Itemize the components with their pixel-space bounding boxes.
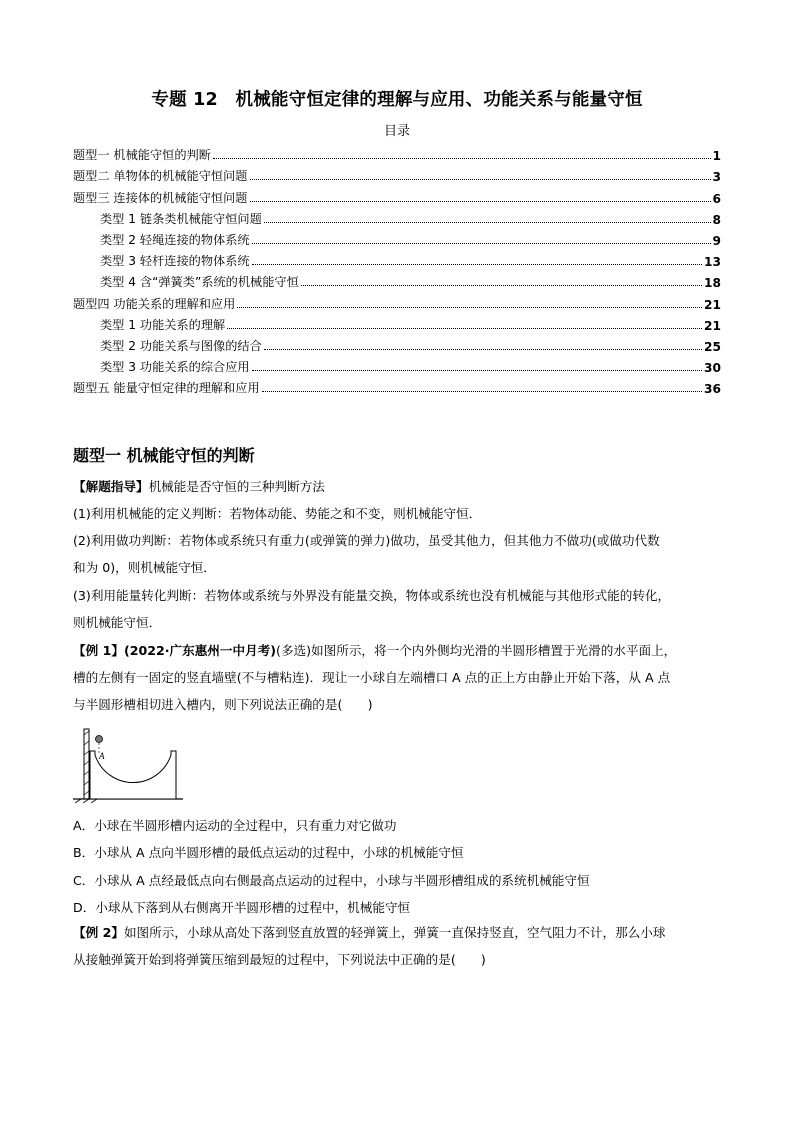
- toc-dot-leader: [252, 370, 702, 371]
- method-3: (3)利用能量转化判断：若物体或系统与外界没有能量交换，物体或系统也没有机械能与其他形式能的转化，: [73, 588, 671, 603]
- example-2-line2: 从接触弹簧开始到将弹簧压缩到最短的过程中，下列说法中正确的是( ): [73, 952, 486, 967]
- wall: [84, 729, 89, 799]
- toc-dot-leader: [262, 391, 702, 392]
- semicircular-trough-figure: [73, 727, 185, 803]
- toc-entry-page: 21: [704, 318, 721, 333]
- method-2-cont: 和为 0)，则机械能守恒．: [73, 560, 216, 575]
- example-1-source: (2022·广东惠州一中月考): [123, 643, 277, 658]
- toc-dot-leader: [250, 201, 711, 202]
- option-d: D．小球从下落到从右侧离开半圆形槽的过程中，机械能守恒: [73, 900, 411, 915]
- toc-entry-label: 题型五 能量守恒定律的理解和应用: [73, 381, 260, 396]
- example-2-text: 如图所示，小球从高处下落到竖直放置的轻弹簧上，弹簧一直保持竖直，空气阻力不计，那么小球: [123, 925, 666, 940]
- toc-entry-page: 36: [704, 382, 721, 397]
- toc-entry[interactable]: [73, 333, 721, 354]
- toc-entry[interactable]: [73, 290, 721, 311]
- toc-entry[interactable]: [73, 375, 721, 396]
- toc-dot-leader: [237, 307, 702, 308]
- toc-entry-label: 类型 1 链条类机械能守恒问题: [100, 211, 262, 226]
- document-title: 专题 12 机械能守恒定律的理解与应用、功能关系与能量守恒: [151, 90, 643, 110]
- example-1-line2: 槽的左侧有一固定的竖直墙壁(不与槽粘连)．现让一小球自左端槽口 A 点的正上方由静止开始下落，从 A 点: [73, 670, 671, 685]
- toc-entry-page: 30: [704, 361, 721, 376]
- toc-dot-leader: [264, 222, 711, 223]
- toc-entry[interactable]: [73, 312, 721, 333]
- toc-dot-leader: [301, 285, 702, 286]
- point-a-label: A: [99, 751, 105, 761]
- toc-entry-page: 8: [712, 212, 721, 227]
- toc-entry-label: 类型 3 功能关系的综合应用: [100, 360, 250, 375]
- example-2-line1: [73, 922, 725, 945]
- toc-dot-leader: [252, 243, 711, 244]
- guide-label: 【解题指导】: [73, 479, 149, 494]
- guide-text: 机械能是否守恒的三种判断方法: [148, 479, 325, 494]
- toc-entry[interactable]: [73, 163, 721, 184]
- solution-guide: [73, 476, 725, 499]
- toc-entry-label: 类型 1 功能关系的理解: [100, 317, 226, 332]
- toc-dot-leader: [213, 158, 711, 159]
- toc-entry[interactable]: [73, 354, 721, 375]
- option-b: B．小球从 A 点向半圆形槽的最低点运动的过程中，小球的机械能守恒: [73, 845, 464, 860]
- toc-entry-page: 6: [712, 191, 721, 206]
- toc-entry-page: 13: [704, 255, 721, 270]
- toc-dot-leader: [264, 349, 702, 350]
- wall-hatching: [84, 731, 89, 795]
- toc-entry[interactable]: [73, 142, 721, 163]
- toc-entry-page: 21: [704, 297, 721, 312]
- table-of-contents: [73, 142, 721, 396]
- toc-dot-leader: [227, 328, 702, 329]
- method-3-cont: 则机械能守恒．: [73, 615, 162, 630]
- toc-dot-leader: [252, 264, 702, 265]
- method-1: (1)利用机械能的定义判断：若物体动能、势能之和不变，则机械能守恒．: [73, 506, 482, 521]
- toc-entry[interactable]: [73, 184, 721, 205]
- ball: [96, 736, 103, 743]
- toc-entry-label: 题型四 功能关系的理解和应用: [73, 296, 236, 311]
- toc-entry-label: 题型一 机械能守恒的判断: [73, 148, 211, 163]
- toc-entry-label: 题型三 连接体的机械能守恒问题: [73, 190, 248, 205]
- example-1-label: 【例 1】: [73, 643, 124, 658]
- method-2: (2)利用做功判断：若物体或系统只有重力(或弹簧的弹力)做功，虽受其他力，但其他力不做功(或做功代数: [73, 533, 660, 548]
- option-c: C．小球从 A 点经最低点向右侧最高点运动的过程中，小球与半圆形槽组成的系统机械能守恒: [73, 873, 590, 888]
- example-1-text: (多选)如图所示，将一个内外侧均光滑的半圆形槽置于光滑的水平面上，: [276, 643, 677, 658]
- toc-entry-label: 类型 4 含“弹簧类”系统的机械能守恒: [100, 275, 299, 290]
- toc-entry-label: 题型二 单物体的机械能守恒问题: [73, 169, 248, 184]
- toc-entry-page: 9: [712, 233, 721, 248]
- toc-entry-page: 1: [712, 149, 721, 164]
- toc-entry[interactable]: [73, 227, 721, 248]
- toc-entry[interactable]: [73, 206, 721, 227]
- toc-entry[interactable]: [73, 269, 721, 290]
- toc-entry-page: 18: [704, 276, 721, 291]
- toc-entry[interactable]: [73, 248, 721, 269]
- option-a: A．小球在半圆形槽内运动的全过程中，只有重力对它做功: [73, 818, 397, 833]
- toc-entry-label: 类型 2 轻绳连接的物体系统: [100, 232, 250, 247]
- section-heading: 题型一 机械能守恒的判断: [73, 446, 255, 465]
- example-2-label: 【例 2】: [73, 925, 124, 940]
- toc-dot-leader: [250, 179, 711, 180]
- toc-entry-page: 3: [712, 170, 721, 185]
- toc-entry-label: 类型 3 轻杆连接的物体系统: [100, 254, 250, 269]
- toc-entry-page: 25: [704, 339, 721, 354]
- example-1-line1: [73, 640, 725, 663]
- toc-heading: 目录: [383, 124, 410, 139]
- toc-entry-label: 类型 2 功能关系与图像的结合: [100, 338, 262, 353]
- example-1-line3: 与半圆形槽相切进入槽内，则下列说法正确的是( ): [73, 697, 373, 712]
